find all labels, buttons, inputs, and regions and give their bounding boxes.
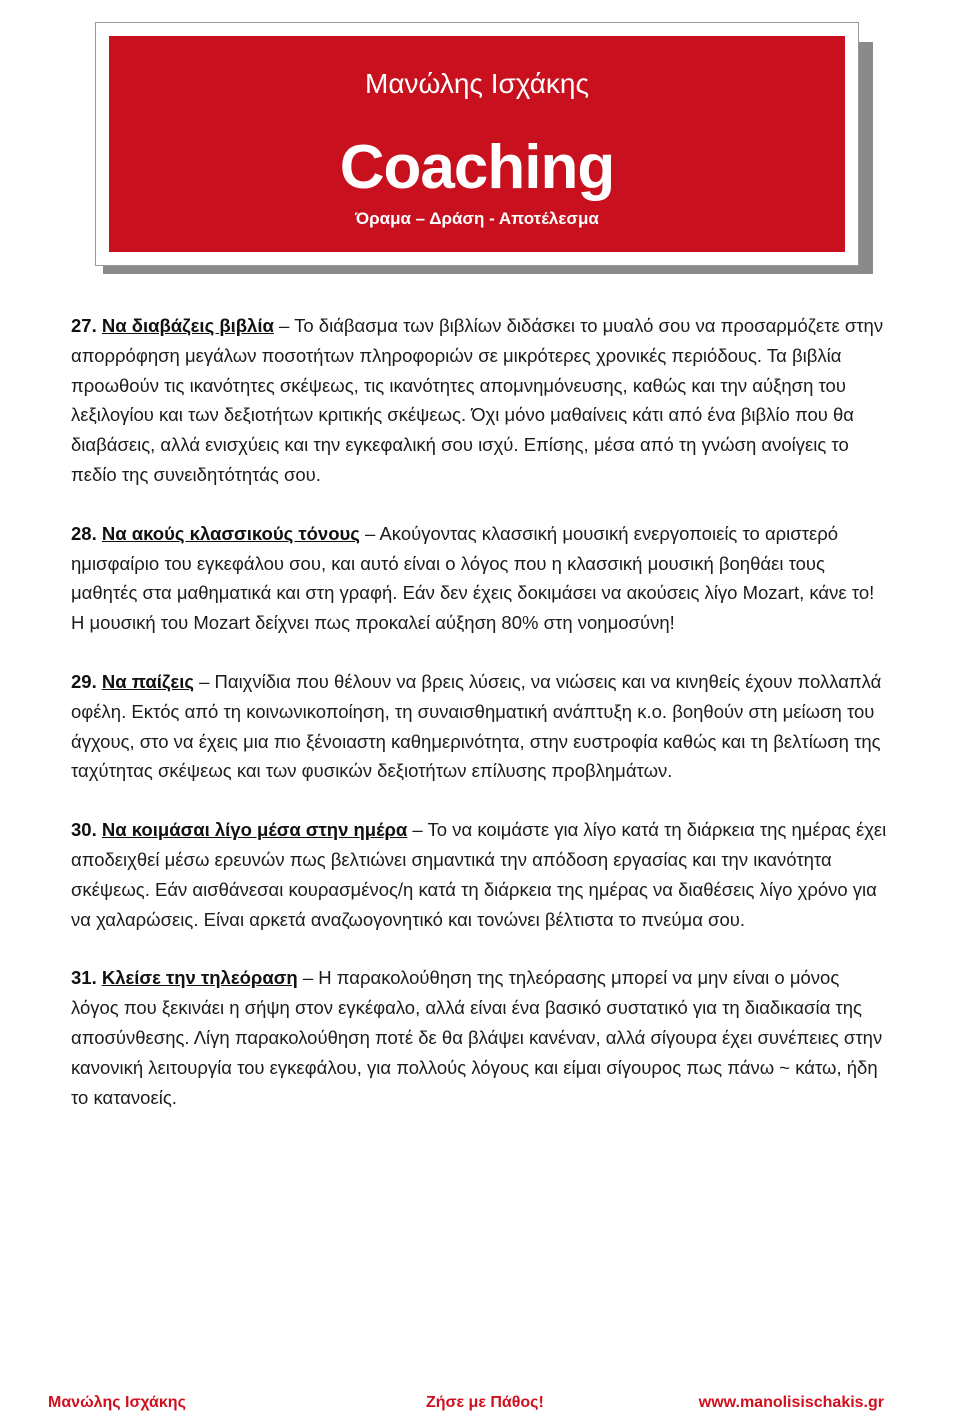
footer-website-link[interactable]: www.manolisischakis.gr bbox=[698, 1394, 884, 1411]
banner-author: Μανώλης Ισχάκης bbox=[365, 68, 589, 99]
tip-title: Να κοιμάσαι λίγο μέσα στην ημέρα bbox=[101, 819, 408, 841]
document-body bbox=[71, 311, 891, 1141]
tip-text: – Το να κοιμάστε για λίγο κατά τη διάρκεια της ημέρας έχει αποδειχθεί μέσω ερευνών πως βελτιώνει σημαντικά την απόδοση εργασίας και την ικανότητα σκέψεως. Εάν αισθάνεσαι κουρασμένος/η κατά τη διάρκεια της ημέρας να διαθέσεις λίγο χρόνο για να χαλαρώσεις. Είναι αρκετά αναζωογονητικό και τονώνει βέλτιστα το πνεύμα σου. bbox=[71, 819, 887, 930]
tip-text: – Η παρακολούθηση της τηλεόρασης μπορεί να μην είναι ο μόνος λόγος που ξεκινάει η σήψη στον εγκέφαλο, αλλά είναι ένα βασικό συστατικό για τη διαδικασία της αποσύνθεσης. Λίγη παρακολούθηση ποτέ δε θα βλάψει κανέναν, αλλά σίγουρα έχει συνέπειες στην κανονική λειτουργία του εγκεφάλου, για πολλούς λόγους και είμαι σίγουρος πως πάνω ~ κάτω, ήδη το κατανοείς. bbox=[71, 967, 883, 1108]
tip-number: 31. bbox=[71, 967, 97, 989]
page-footer bbox=[48, 1394, 884, 1416]
tip-number: 27. bbox=[71, 315, 97, 336]
banner-title: Coaching bbox=[339, 133, 615, 202]
tip-text: – Το διάβασμα των βιβλίων διδάσκει το μυαλό σου να προσαρμόζετε στην απορρόφηση μεγάλων ποσοτήτων πληροφοριών σε μικρότερες χρονικές περιόδους. Τα βιβλία προωθούν τις ικανότητες σκέψεως, τις ικανότητες απομνημόνευσης, καθώς και την αύξηση του λεξιλογίου και των δεξιοτήτων κριτικής σκέψεως. Όχι μόνο μαθαίνεις κάτι από ένα βιβλίο που θα διαβάσεις, αλλά ενισχύεις και την εγκεφαλική σου ισχύ. Επίσης, μέσα από τη γνώση ανοίγεις το πεδίο της συνειδητότητάς σου. bbox=[71, 315, 884, 485]
tip-paragraph bbox=[71, 667, 891, 786]
tip-paragraph bbox=[71, 519, 891, 638]
tip-number: 29. bbox=[71, 670, 97, 692]
banner-tagline: Όραμα – Δράση - Αποτέλεσμα bbox=[355, 209, 599, 228]
tip-paragraph bbox=[71, 815, 891, 934]
tip-text: – Ακούγοντας κλασσική μουσική ενεργοποιείς το αριστερό ημισφαίριο του εγκεφάλου σου, και αυτό είναι ο λόγος που η κλασσική μουσική βοηθάει τους μαθητές στα μαθηματικά και στη γραφή. Εάν δεν έχεις δοκιμάσει να ακούσεις λίγο Mozart, κάνε το! Η μουσική του Mozart δείχνει πως προκαλεί αύξηση 80% στη νοημοσύνη! bbox=[71, 522, 875, 634]
header-banner bbox=[95, 22, 859, 266]
tip-number: 30. bbox=[71, 819, 97, 841]
tip-number: 28. bbox=[71, 522, 97, 544]
tip-title: Να ακούς κλασσικούς τόνους bbox=[101, 522, 360, 544]
tip-title: Να διαβάζεις βιβλία bbox=[101, 315, 274, 336]
tip-title: Να παίζεις bbox=[101, 670, 194, 692]
tip-text: – Παιχνίδια που θέλουν να βρεις λύσεις, να νιώσεις και να κινηθείς έχουν πολλαπλά οφέλη. Εκτός από τη κοινωνικοποίηση, τη συναισθηματική ανάπτυξη κ.ο. βοηθούν στη μείωση του άγχους, στο να έχεις μια πιο ξένοιαστη καθημερινότητα, στην ευστροφία καθώς και τη βελτίωση της ταχύτητας σκέψεως και των φυσικών δεξιοτήτων επίλυσης προβλημάτων. bbox=[71, 670, 882, 782]
tip-paragraph bbox=[71, 963, 891, 1112]
tip-title: Κλείσε την τηλεόραση bbox=[101, 967, 298, 989]
tip-paragraph bbox=[71, 311, 891, 490]
header-banner-panel bbox=[109, 36, 845, 252]
footer-author: Μανώλης Ισχάκης bbox=[48, 1394, 186, 1411]
footer-slogan: Ζήσε με Πάθος! bbox=[426, 1394, 544, 1411]
